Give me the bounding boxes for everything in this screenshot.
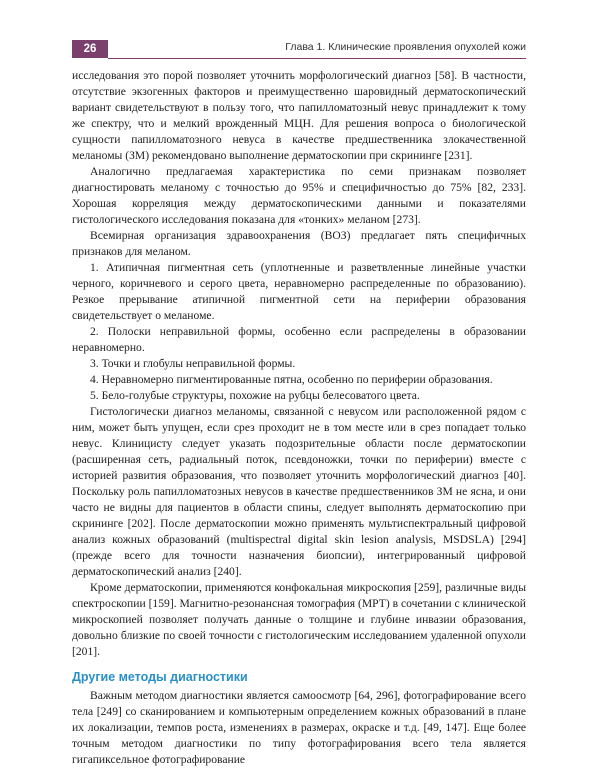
page-body: [72, 68, 526, 768]
list-item: 1. Атипичная пигментная сеть (уплотненные и разветвленные линейные участки черного, коричневого и серого цвета, неравномерно распределенные по образованию). Резкое прерывание атипичной пигментной сети на периферии образования свидетельствует о меланоме.: [72, 261, 526, 322]
paragraph: Аналогично предлагаемая характеристика по семи признакам позволяет диагностировать меланому с точностью до 95% и специфичностью до 75% [82, 233]. Хорошая корреляция между дерматоскопическими данными и показателями гистологического исследования показана для «тонких» меланом [273].: [72, 165, 526, 226]
paragraph: Кроме дерматоскопии, применяются конфокальная микроскопия [259], различные виды спектроскопии [159]. Магнитно-резонансная томография (МРТ) в сочетании с клинической микроскопией позволяет получать данные о толщине и глубине инвазии образования, довольно близкие по своей точности с гистологическим исследованием удаленной опухоли [201].: [72, 581, 526, 658]
list-item: 4. Неравномерно пигментированные пятна, особенно по периферии образования.: [90, 373, 493, 386]
chapter-title: Глава 1. Клинические проявления опухолей кожи: [285, 41, 526, 53]
paragraph-continued: исследования это порой позволяет уточнить морфологический диагноз [58]. В частности, отсутствие экзогенных факторов и преимущественно шаровидный дерматоскопический вариант свидетельствуют в пользу того, что папилломатозный невус принадлежит к тому же спектру, что и мелкий врожденный МЦН. Для решения вопроса о биологической сущности папилломатозного невуса в качестве предшественника злокачественной меланомы (ЗМ) рекомендовано выполнение дерматоскопии при скрининге [231].: [72, 69, 526, 162]
list-item: 3. Точки и глобулы неправильной формы.: [90, 357, 296, 370]
page-number: 26: [72, 40, 108, 58]
paragraph: Важным методом диагностики является самоосмотр [64, 296], фотографирование всего тела [249] со сканированием и компьютерным определением кожных образований в плане их локализации, темпов роста, изменениях в размерах, окраске и т.д. [49, 147]. Еще более точным методом диагностики по типу фотографирования всего тела является гигапиксельное фотографирование: [72, 689, 526, 766]
paragraph: Гистологически диагноз меланомы, связанной с невусом или расположенной рядом с ним, может быть упущен, если срез проходит не в том месте или в срез попадает только невус. Клиницисту следует указать подозрительные области после дерматоскопии (расширенная сеть, радиальный поток, псевдоножки, точки по периферии) вместе с историей развития образования, что позволяет уточнить морфологический диагноз [40]. Поскольку роль папилломатозных невусов в качестве предшественников ЗМ не ясна, и они часто не видны для пациентов в области спины, следует выполнять дерматоскопию при скрининге [202]. После дерматоскопии можно применять мультиспектральный цифровой анализ кожных образований (multispectral digital skin lesion analysis, MSDSLA) [294] (прежде всего для точности назначения биопсии), интегрированный цифровой дерматоскопический анализ [240].: [72, 405, 526, 578]
list-item: 5. Бело-голубые структуры, похожие на рубцы белесоватого цвета.: [90, 389, 420, 402]
section-heading: Другие методы диагностики: [72, 670, 248, 684]
header-rule: [108, 58, 526, 59]
paragraph: Всемирная организация здравоохранения (ВОЗ) предлагает пять специфичных признаков для меланом.: [72, 229, 526, 258]
page-header: [72, 40, 526, 58]
list-item: 2. Полоски неправильной формы, особенно если распределены в образовании неравномерно.: [72, 325, 526, 354]
